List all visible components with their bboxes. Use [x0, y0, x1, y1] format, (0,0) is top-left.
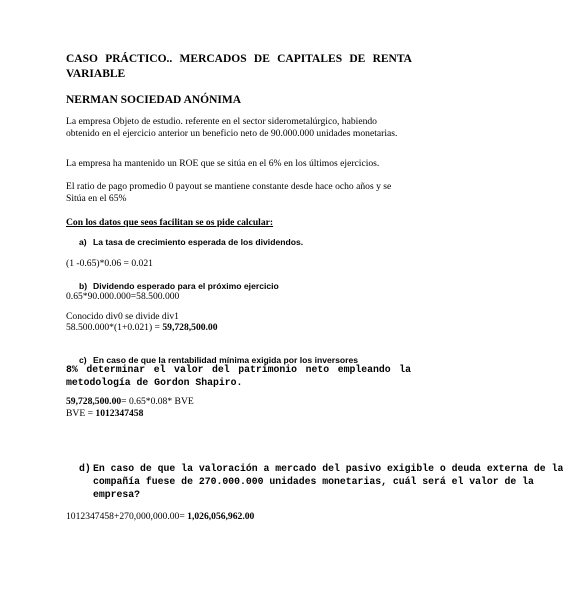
question-c-continuation: 8% determinar el valor del patrimonio neto empleando la metodología de Gordon Shapiro. — [66, 364, 411, 388]
answer-c-line2-prefix: BVE = — [66, 408, 96, 419]
paragraph-roe: La empresa ha mantenido un ROE que se sitúa en el 6% en los últimos ejercicios. — [66, 158, 380, 169]
question-c-letter: c) — [79, 355, 87, 365]
answer-b-line1: 0.65*90.000.000=58.500.000 — [66, 291, 180, 302]
question-d-line2: compañía fuese de 270.000.000 unidades monetarias, cuál será el valor de la — [93, 476, 534, 487]
company-name: NERMAN SOCIEDAD ANÓNIMA — [66, 94, 242, 106]
answer-d-prefix: 1012347458+270,000,000.00= — [66, 511, 188, 522]
question-d — [79, 462, 563, 475]
question-d-line1: En caso de que la valoración a mercado del pasivo exigible o deuda externa de la — [93, 463, 563, 474]
paragraph-intro: La empresa Objeto de estudio. referente en el sector siderometalúrgico, habiendo obtenido en el ejercicio anterior un beneficio neto de 90.000.000 unidades monetarias. — [66, 116, 398, 139]
question-b-letter: b) — [79, 281, 88, 291]
answer-c-line1-rest: = 0.65*0.08* BVE — [121, 396, 194, 407]
answer-b-line3-prefix: 58.500.000*(1+0.021) = — [66, 322, 163, 333]
answer-d-result: 1,026,056,962.00 — [187, 511, 255, 522]
question-a — [79, 236, 303, 248]
answer-b-line2: Conocido div0 se divide div1 — [66, 311, 179, 322]
paragraph-payout: El ratio de pago promedio 0 payout se mantiene constante desde hace ocho años y se Sitúa en el 65% — [66, 181, 392, 204]
answer-a: (1 -0.65)*0.06 = 0.021 — [66, 258, 153, 269]
question-d-line3: empresa? — [93, 489, 141, 500]
answer-c-line1 — [66, 396, 194, 408]
question-a-text: La tasa de crecimiento esperada de los dividendos. — [93, 237, 304, 247]
answer-c-result: 1012347458 — [95, 408, 144, 419]
answer-c-line1-bold: 59,728,500.00 — [66, 396, 122, 407]
question-c-text: En caso de que la rentabilidad mínima exigida por los inversores — [93, 355, 359, 365]
answer-b-line3 — [66, 322, 218, 334]
question-b-text: Dividendo esperado para el próximo ejercicio — [93, 281, 279, 291]
instructions-heading: Con los datos que seos facilitan se os pide calcular: — [66, 217, 274, 228]
answer-b-result: 59,728,500.00 — [162, 322, 218, 333]
answer-c-line2 — [66, 408, 143, 420]
document-title: CASO PRÁCTICO.. MERCADOS DE CAPITALES DE RENTA VARIABLE — [66, 53, 412, 80]
question-a-letter: a) — [79, 237, 87, 247]
question-d-letter: d) — [79, 463, 91, 474]
answer-d — [66, 511, 254, 523]
